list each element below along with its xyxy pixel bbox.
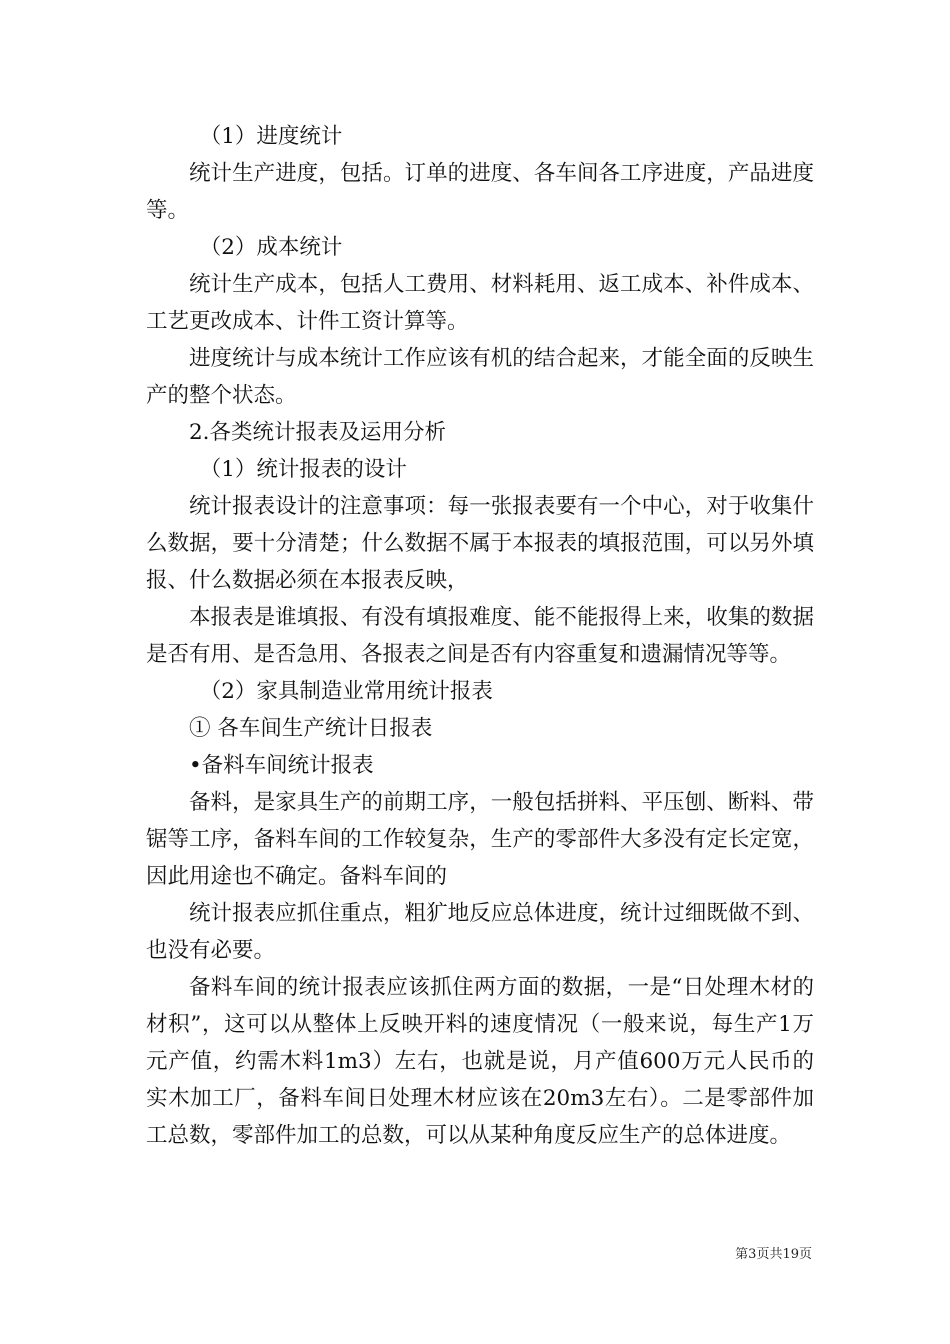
section-heading-progress: （1）进度统计 <box>199 124 343 149</box>
page-number: 第3页共19页 <box>735 1247 812 1262</box>
section-heading-report-design: （1）统计报表的设计 <box>199 457 407 482</box>
paragraph-combine: 进度统计与成本统计工作应该有机的结合起来，才能全面的反映生产的整个状态。 <box>146 346 814 408</box>
section-heading-cost: （2）成本统计 <box>199 235 343 260</box>
section-heading-common-reports: （2）家具制造业常用统计报表 <box>199 679 493 704</box>
paragraph-material-intro: 备料，是家具生产的前期工序，一般包括拼料、平压刨、断料、带锯等工序，备料车间的工作较复杂，生产的零部件大多没有定长定宽，因此用途也不确定。备料车间的 <box>146 790 814 889</box>
paragraph-material-focus: 统计报表应抓住重点，粗犷地反应总体进度，统计过细既做不到、也没有必要。 <box>146 901 814 963</box>
paragraph-design-notes: 统计报表设计的注意事项：每一张报表要有一个中心，对于收集什么数据，要十分清楚；什么数据不属于本报表的填报范围，可以另外填报、什么数据必须在本报表反映， <box>146 494 814 593</box>
section-heading-reports: 2.各类统计报表及运用分析 <box>189 420 447 445</box>
list-item-daily-report: ① 各车间生产统计日报表 <box>189 716 433 741</box>
document-body <box>146 118 814 1154</box>
paragraph-cost: 统计生产成本，包括人工费用、材料耗用、返工成本、补件成本、工艺更改成本、计件工资计算等。 <box>146 272 814 334</box>
paragraph-progress: 统计生产进度，包括。订单的进度、各车间各工序进度，产品进度等。 <box>146 161 814 223</box>
list-item-material-report: •备料车间统计报表 <box>189 753 374 778</box>
paragraph-material-data: 备料车间的统计报表应该抓住两方面的数据，一是“日处理木材的材积”，这可以从整体上反映开料的速度情况（一般来说，每生产1万元产值，约需木料1m3）左右，也就是说，月产值600万元人民币的实木加工厂，备料车间日处理木材应该在20m3左右）。二是零部件加工总数，零部件加工的总数，可以从某种角度反应生产的总体进度。 <box>146 975 814 1148</box>
paragraph-design-questions: 本报表是谁填报、有没有填报难度、能不能报得上来，收集的数据是否有用、是否急用、各报表之间是否有内容重复和遗漏情况等等。 <box>146 605 814 667</box>
